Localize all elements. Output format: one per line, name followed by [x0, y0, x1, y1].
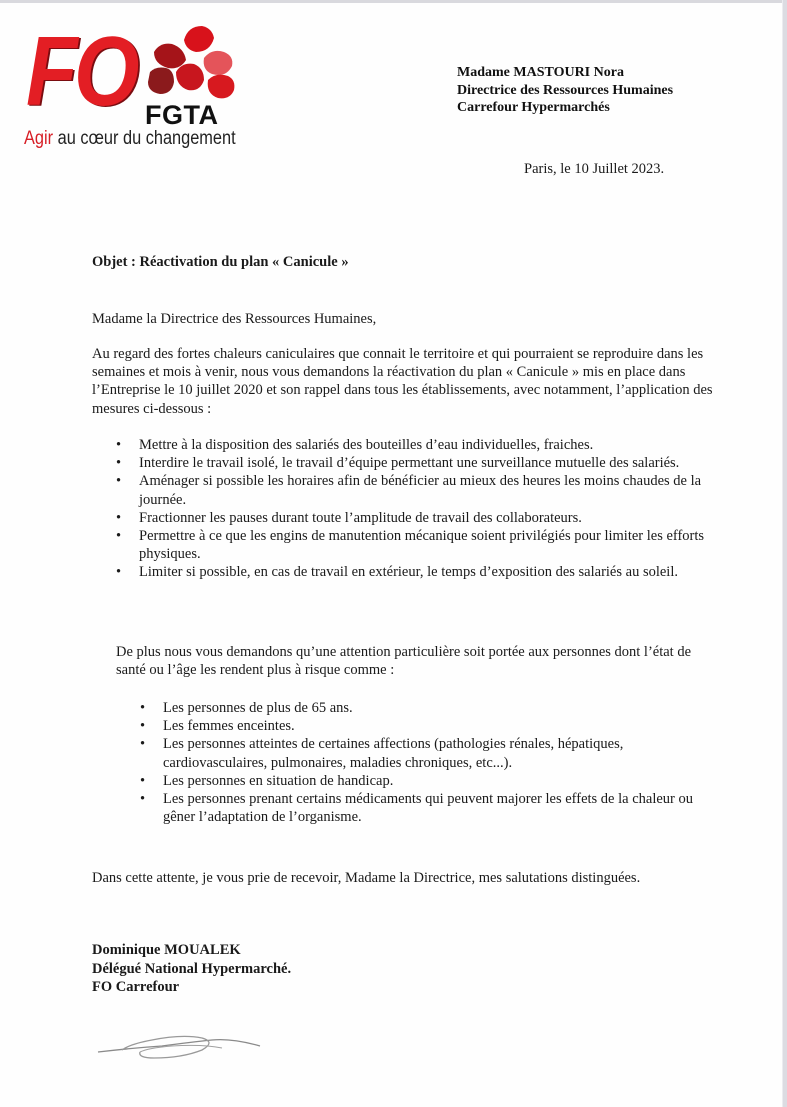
bullet-icon: •	[116, 455, 122, 472]
bullet-icon: •	[140, 772, 146, 789]
tagline-rest: au cœur du changement	[53, 128, 236, 149]
signatory-name: Dominique MOUALEK	[92, 942, 241, 958]
bullet-icon: •	[116, 473, 122, 490]
salutation: Madame la Directrice des Ressources Humaines,	[92, 311, 377, 327]
scan-top-edge	[0, 0, 787, 3]
recipient-company: Carrefour Hypermarchés	[457, 100, 610, 115]
bullet-icon: •	[140, 791, 146, 808]
list-item: • Fractionner les pauses durant toute l’amplitude de travail des collaborateurs.	[116, 509, 582, 526]
list-item: • Limiter si possible, en cas de travail en extérieur, le temps d’exposition des salariés au soleil.	[116, 564, 678, 581]
list-item: • Les personnes atteintes de certaines affections (pathologies rénales, hépatiques, cardiovasculaires, pulmonaires, maladies chroniques, etc...).	[140, 736, 624, 771]
recipient-title: Directrice des Ressources Humaines	[457, 82, 674, 98]
closing-paragraph: Dans cette attente, je vous prie de recevoir, Madame la Directrice, mes salutations distinguées.	[92, 870, 641, 886]
list-item: • Aménager si possible les horaires afin de bénéficier au mieux des heures les moins chaudes de la journée.	[116, 473, 702, 508]
bullet-icon: •	[140, 700, 146, 716]
bullet-icon: •	[116, 509, 122, 526]
bullet-icon: •	[116, 528, 122, 545]
logo-fgta-text: FGTA	[145, 100, 219, 130]
scan-right-edge	[783, 0, 787, 1107]
handwritten-signature-icon	[92, 1028, 267, 1068]
recipient-block	[457, 64, 673, 117]
signatory-organization: FO Carrefour	[92, 979, 180, 995]
signatory-block	[92, 941, 291, 997]
bullet-icon: •	[140, 718, 146, 735]
list-item: • Les personnes en situation de handicap.	[140, 772, 394, 789]
list-item: • Mettre à la disposition des salariés des bouteilles d’eau individuelles, fraiches.	[116, 437, 594, 453]
intro-paragraph: Au regard des fortes chaleurs caniculaires que connait le territoire et qui pourraient se reproduire dans les semaines et mois à venir, nous vous demandons la réactivation du plan « Canicule » mis en place dans l’Entreprise le 10 juillet 2020 et son rappel dans tous les établissements, avec notamment, l’application des mesures ci-dessous :	[92, 346, 713, 417]
list-item: • Les femmes enceintes.	[140, 718, 295, 735]
tagline-highlight: Agir	[24, 128, 54, 149]
logo-tagline	[24, 128, 236, 150]
recipient-name: Madame MASTOURI Nora	[457, 65, 624, 80]
fo-fgta-logo	[22, 16, 247, 155]
signatory-role: Délégué National Hypermarché.	[92, 960, 292, 977]
bullet-icon: •	[116, 564, 122, 581]
letter-subject: Objet : Réactivation du plan « Canicule »	[92, 254, 349, 270]
list-item: • Les personnes de plus de 65 ans.	[140, 700, 353, 716]
list-item: • Les personnes prenant certains médicaments qui peuvent majorer les effets de la chaleur ou gêner l’adaptation de l’organisme.	[140, 791, 693, 826]
flower-petals-icon	[142, 22, 257, 102]
bullet-icon: •	[116, 437, 122, 453]
risk-groups-list	[140, 699, 720, 826]
list-item: • Interdire le travail isolé, le travail d’équipe permettant une surveillance mutuelle des salariés.	[116, 455, 680, 472]
list-item: • Permettre à ce que les engins de manutention mécanique soient privilégiés pour limiter les efforts physiques.	[116, 528, 705, 563]
measures-list	[116, 436, 736, 582]
bullet-icon: •	[140, 736, 146, 753]
letter-date: Paris, le 10 Juillet 2023.	[524, 161, 665, 177]
risk-intro-paragraph: De plus nous vous demandons qu’une attention particulière soit portée aux personnes dont l’état de santé ou l’âge les rendent plus à risque comme :	[116, 644, 692, 679]
logo-fo-text: FO	[26, 16, 137, 126]
